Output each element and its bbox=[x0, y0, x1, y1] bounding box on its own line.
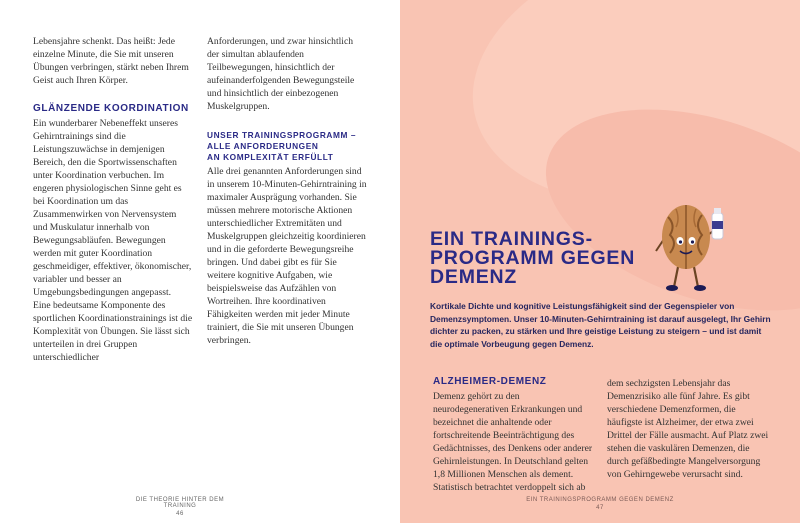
heading-line: UNSER TRAININGSPROGRAMM – bbox=[207, 130, 357, 140]
page-footer bbox=[130, 497, 230, 517]
paragraph: Lebensjahre schenkt. Das heißt: Jede einzelne Minute, die Sie mit unseren Übungen verbringen, stärkt neben Ihrem Geist auch Ihren Körper. bbox=[33, 36, 189, 86]
page-number: 47 bbox=[596, 505, 604, 511]
paragraph: Eine bedeutsame Komponente des sportlichen Koordinationstrainings ist die Komplexität von Übungen. Sie lässt sich unterteilen in drei Gruppen unterschiedlicher bbox=[33, 300, 193, 363]
title-line: PROGRAMM GEGEN bbox=[430, 247, 636, 269]
paragraph: dem sechzigsten Lebensjahr das Demenzrisiko alle fünf Jahre. Es gibt verschiedene Demenzformen, die häufigste ist Alzheimer, der etwa zwei Drittel der Fälle ausmacht. Auf Platz zwei stehen die vaskulären Demenzen, die durch gefäßbedingte Mangelversorgung von Gehirngewebe verursacht sind. bbox=[607, 378, 769, 480]
heading-line: AN KOMPLEXITÄT ERFÜLLT bbox=[207, 152, 334, 162]
left-column-1 bbox=[33, 35, 193, 364]
title-line: DEMENZ bbox=[430, 266, 518, 288]
right-column-1 bbox=[433, 376, 593, 494]
walnut-brain-mascot-icon bbox=[650, 195, 730, 300]
section-heading bbox=[207, 130, 367, 163]
paragraph: Anforderungen, und zwar hinsichtlich der simultan ablaufenden Teilbewegungen, hinsichtlich der aufeinanderfolgenden Bewegungsteile und hinsichtlich der einbezogenen Muskelgruppen. bbox=[207, 36, 355, 112]
title-line: EIN TRAININGS- bbox=[430, 228, 593, 250]
footer-title: EIN TRAININGSPROGRAMM GEGEN DEMENZ bbox=[526, 497, 674, 503]
paragraph: Demenz gehört zu den neurodegenerativen Erkrankungen und bezeichnet die anhaltende oder fortschreitende Beeinträchtigung des Gedächtnisses, des Denkens oder anderer Gehirnleistungen. In Deutschland gelten 1,8 Millionen Menschen als dement. Statistisch betrachtet verdoppelt sich ab bbox=[433, 391, 593, 493]
page-footer bbox=[520, 497, 680, 511]
heading-line: ALLE ANFORDERUNGEN bbox=[207, 141, 319, 151]
footer-title: DIE THEORIE HINTER DEM TRAINING bbox=[135, 497, 225, 509]
paragraph: Ein wunderbarer Nebeneffekt unseres Gehirntrainings sind die Leistungszuwächse in demjenigen Bereich, den die Sportwissenschaften unter Koordination verbuchen. Im engeren physiologischen Sinne geht es bei Koordination um das Zusammenwirken von Nervensystem und Muskulatur innerhalb von Bewegungsabläufen. Bewegungen werden mit guter Koordination geschmeidiger, effektiver, ökonomischer, variabler und besser an Umgebungsbedingungen angepasst. bbox=[33, 118, 192, 298]
right-column-2 bbox=[607, 377, 770, 481]
paragraph: Alle drei genannten Anforderungen sind in unserem 10-Minuten-Gehirntraining in maximaler Ausprägung vorhanden. Sie müssen mehrere motorische Aktionen unterschiedlicher Extremitäten und Muskelgruppen gleichzeitig koordinieren und in die geforderte Bewegungsreihe bringen. Und dabei gibt es für Sie weitere kognitive Aufgaben, wie beispielsweise das Aufzählen von Wortreihen. Ihre koordinativen Fähigkeiten werden mit jeder Minute trainiert, die Sie mit unseren Übungen verbringen. bbox=[207, 166, 367, 346]
left-column-2 bbox=[207, 35, 367, 347]
page-title bbox=[430, 230, 660, 287]
page-number: 46 bbox=[176, 511, 184, 517]
intro-paragraph: Kortikale Dichte und kognitive Leistungsfähigkeit sind der Gegenspieler von Demenzsymptomen. Unser 10-Minuten-Gehirntraining ist darauf ausgelegt, Ihr Gehirn dichter zu packen, zu stärken und Ihre geistige Leistung zu steigern – und ist damit die optimale Vorbeugung gegen Demenz. bbox=[430, 301, 771, 349]
section-heading: GLÄNZENDE KOORDINATION bbox=[33, 103, 189, 114]
section-heading: ALZHEIMER-DEMENZ bbox=[433, 376, 547, 387]
